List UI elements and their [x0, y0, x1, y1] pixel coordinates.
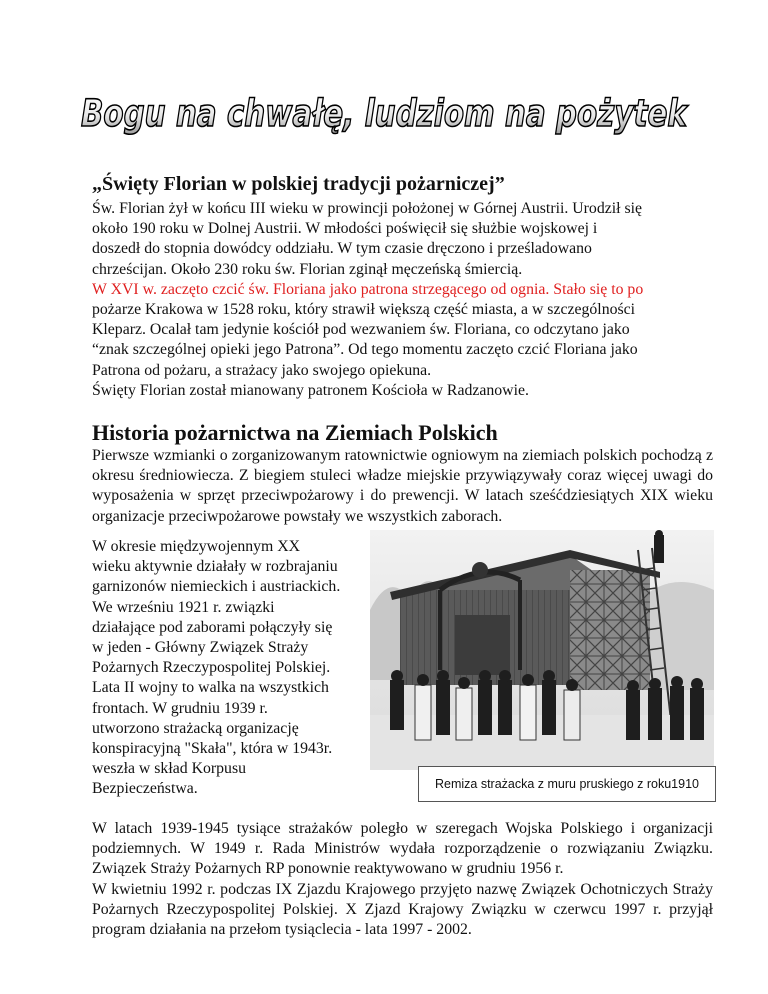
- s2-left-line: We wrześniu 1921 r. związki: [92, 598, 275, 616]
- fire-station-photo: [370, 530, 714, 770]
- banner-title: [0, 88, 768, 138]
- s2-left-line: weszła w skład Korpusu: [92, 760, 246, 778]
- banner-title-art: [74, 88, 694, 138]
- s1-line: Święty Florian został mianowany patronem Kościoła w Radzanowie.: [92, 381, 529, 399]
- s1-line-highlight: W XVI w. zaczęto czcić św. Floriana jako patrona strzegącego od ognia. Stało się to po: [92, 280, 644, 298]
- s2-left-line: wieku aktywnie działały w rozbrajaniu: [92, 558, 338, 576]
- section2-heading: Historia pożarnictwa na Ziemiach Polskich: [92, 420, 498, 445]
- s2-left-line: frontach. W grudniu 1939 r.: [92, 699, 268, 717]
- s2-bottom-paragraph: W latach 1939-1945 tysiące strażaków poległo w szeregach Wojska Polskiego i organizacji podziemnych. W 1949 r. Rada Ministrów wydała rozporządzenie o rozwiązaniu Związku. Związek Straży Pożarnych RP ponownie reaktywowano w grudniu 1956 r.: [92, 820, 713, 878]
- s2-left-line: konspiracyjną "Skała", która w 1943r.: [92, 740, 333, 758]
- section2-left-column: [92, 537, 367, 800]
- s1-line: doszedł do stopnia dowódcy oddziału. W tym czasie dręczono i prześladowano: [92, 240, 592, 258]
- s2-left-line: Pożarnych Rzeczypospolitej Polskiej.: [92, 659, 331, 677]
- s1-line: około 190 roku w Dolnej Austrii. W młodości poświęcił się służbie wojskowej i: [92, 220, 598, 238]
- s1-line: “znak szczególnej opieki jego Patrona”. Od tego momentu zaczęto czcić Floriana jako: [92, 341, 638, 359]
- s1-line: chrześcijan. Około 230 roku św. Florian zginął męczeńską śmiercią.: [92, 260, 523, 278]
- s2-left-line: utworzono strażacką organizację: [92, 719, 299, 737]
- section2-intro: Pierwsze wzmianki o zorganizowanym ratownictwie ogniowym na ziemiach polskich pochodzą z okresu średniowiecza. Z biegiem stuleci władze miejskie przywiązywały coraz więcej uwagi do wyposażenia w sprzęt przeciwpożarowy i do prewencji. W latach sześćdziesiątych XIX wieku organizacje przeciwpożarowe powstały we wszystkich zaborach.: [92, 447, 713, 525]
- section1-heading: „Święty Florian w polskiej tradycji pożarniczej”: [92, 173, 505, 195]
- s2-left-line: Bezpieczeństwa.: [92, 780, 198, 798]
- s1-line: pożarze Krakowa w 1528 roku, który strawił większą część miasta, a w szczególności: [92, 301, 636, 319]
- s1-line: Kleparz. Ocalał tam jedynie kościół pod wezwaniem św. Floriana, co odczytano jako: [92, 321, 630, 339]
- s2-left-line: w jeden - Główny Związek Straży: [92, 639, 309, 657]
- s1-line: Św. Florian żył w końcu III wieku w prowincji położonej w Górnej Austrii. Urodził się: [92, 200, 643, 217]
- s2-left-line: garnizonów niemieckich i austriackich.: [92, 578, 341, 596]
- s1-line: Patrona od pożaru, a strażacy jako swojego opiekuna.: [92, 361, 432, 379]
- section1-body: [92, 199, 732, 401]
- banner-title-text: Bogu na chwałę, ludziom na pożytek: [81, 92, 689, 135]
- s2-left-line: Lata II wojny to walka na wszystkich: [92, 679, 329, 697]
- photo-caption: Remiza strażacka z muru pruskiego z roku1910: [418, 766, 716, 802]
- s2-bottom-paragraph: W kwietniu 1992 r. podczas IX Zjazdu Krajowego przyjęto nazwę Związek Ochotniczych Straży Pożarnych Rzeczypospolitej Polskiej. X Zjazd Krajowy Związku w czerwcu 1997 r. przyjął program działania na przełom tysiąclecia - lata 1997 - 2002.: [92, 880, 713, 939]
- s2-left-line: W okresie międzywojennym XX: [92, 538, 301, 555]
- section2-bottom-text: [92, 819, 713, 940]
- s2-left-line: działające pod zaborami połączyły się: [92, 618, 333, 636]
